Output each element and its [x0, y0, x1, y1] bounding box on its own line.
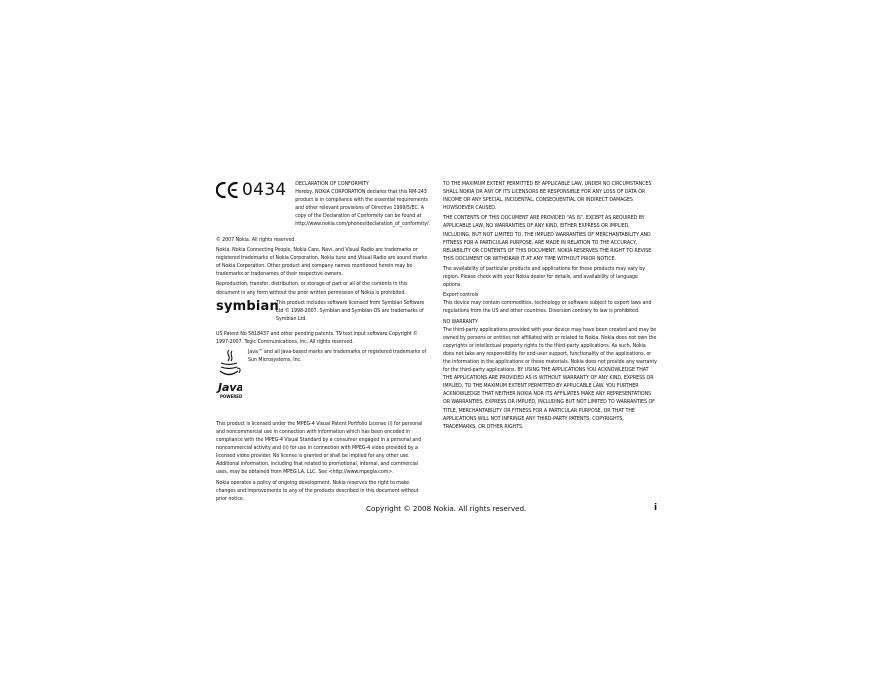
policy-paragraph: Nokia operates a policy of ongoing development. Nokia reserves the right to make changes and improvements to any of the products described in this document without prior notice. — [216, 479, 419, 502]
as-is-paragraph: THE CONTENTS OF THIS DOCUMENT ARE PROVIDED "AS IS". EXCEPT AS REQUIRED BY APPLICABLE LAW, NO WARRANTIES OF ANY KIND, EITHER EXPRESS OR IMPLIED, INCLUDING, BUT NOT LIMITED TO, THE IMPLIED WARRANTIES OF MERCHANTABILITY AND FITNESS FOR A PARTICULAR PURPOSE, ARE MADE IN RELATION TO THE ACCURACY, RELIABILITY OR CONTENTS OF THIS DOCUMENT. NOKIA RESERVES THE RIGHT TO REVISE THIS DOCUMENT OR WITHDRAW IT AT ANY TIME WITHOUT PRIOR NOTICE. — [443, 215, 652, 262]
third-party-paragraph: The third-party applications provided with your device may have been created and may be owned by persons or entities not affiliated with or related to Nokia. Nokia does not own the copyrights or intellectual property rights to the third-party applications. As such, Nokia does not take any responsibility for end-user support, functionality of the applications, or the information in the applications or these materials. Nokia does not provide any warranty for the third-party applications. BY USING THE APPLICATIONS YOU ACKNOWLEDGE THAT THE APPLICATIONS ARE PROVIDED AS IS WITHOUT WARRANTY OF ANY KIND, EXPRESS OR IMPLIED, TO THE MAXIMUM EXTENT PERMITTED BY APPLICABLE LAW. YOU FURTHER ACKNOWLEDGE THAT NEITHER NOKIA NOR ITS AFFILIATES MAKE ANY REPRESENTATIONS OR WARRANTIES, EXPRESS OR IMPLIED, INCLUDING BUT NOT LIMITED TO WARRANTIES OF TITLE, MERCHANTABILITY OR FITNESS FOR A PARTICULAR PURPOSE, OR THAT THE APPLICATIONS WILL NOT INFRINGE ANY THIRD-PARTY PATENTS, COPYRIGHTS, TRADEMARKS, OR OTHER RIGHTS. — [443, 326, 657, 430]
export-controls-heading: Export controls — [443, 292, 479, 299]
java-logo — [216, 348, 248, 403]
mpeg4-paragraph: This product is licensed under the MPEG-4 Visual Patent Portfolio License (i) for personal and noncommercial use in connection with information which has been encoded in compliance with the MPEG-4 Visual Standard by a consumer engaged in a personal and noncommercial activity and (ii) for use in connection with MPEG-4 video provided by a licensed video provider. No license is granted or shall be implied for any other use. Additional information, including that related to promotional, internal, and commercial uses, may be obtained from MPEG LA, LLC. See <http://www.mpegla.com>. — [216, 420, 423, 476]
footer-copyright: Copyright © 2008 Nokia. All rights reserved. — [366, 504, 527, 513]
declaration-body: Hereby, NOKIA CORPORATION declares that this RM-243 product is in compliance with the essential requirements and other relevant provisions of Directive 1999/5/EC. A copy of the Declaration of Conformity can be found at http://www.nokia.com/phones/declaration_of_conformity/. — [295, 189, 430, 228]
ce-logo-icon — [216, 181, 240, 199]
trademarks-paragraph: Nokia, Nokia Connecting People, Nokia Care, Navi, and Visual Radio are trademarks or registered trademarks of Nokia Corporation. Nokia tune and Visual Radio are sound marks of Nokia Corporation. Other product and company names mentioned herein may be trademarks or tradenames of their respective owners. — [216, 247, 428, 278]
java-text: Java™ and all Java-based marks are trademarks or registered trademarks of Sun Microsystems, Inc. — [248, 348, 427, 363]
left-column — [216, 180, 430, 503]
declaration-title: DECLARATION OF CONFORMITY — [295, 181, 369, 187]
no-warranty-heading: NO WARRANTY — [443, 318, 479, 325]
java-logo-text: Java — [218, 380, 242, 394]
declaration-text — [295, 180, 430, 229]
right-column — [443, 180, 658, 431]
java-coffee-cup-icon — [216, 348, 242, 400]
liability-paragraph: TO THE MAXIMUM EXTENT PERMITTED BY APPLICABLE LAW, UNDER NO CIRCUMSTANCES SHALL NOKIA OR ANY OF ITS LICENSORS BE RESPONSIBLE FOR ANY LOSS OF DATA OR INCOME OR ANY SPECIAL, INCIDENTAL, CONSEQUENTIAL OR INDIRECT DAMAGES HOWSOEVER CAUSED. — [443, 181, 652, 212]
ce-number: 0434 — [242, 179, 287, 200]
page-number: i — [654, 503, 658, 513]
symbian-block — [216, 299, 430, 327]
copyright-2007: © 2007 Nokia. All rights reserved. — [216, 237, 296, 243]
patent-paragraph: US Patent No 5818437 and other pending patents. T9 text input software Copyright © 1997-2007. Tegic Communications, Inc. All rights reserved. — [216, 330, 418, 345]
java-block — [216, 348, 430, 410]
declaration-block — [216, 180, 430, 236]
export-controls-body: This device may contain commodities, technology or software subject to export laws and regulations from the US and other countries. Diversion contrary to law is prohibited. — [443, 300, 652, 315]
ce-mark — [216, 180, 295, 199]
java-powered-text: POWERED — [220, 393, 242, 399]
symbian-logo: symbian — [216, 298, 279, 314]
reproduction-paragraph: Reproduction, transfer, distribution, or storage of part or all of the contents in this document in any form without the prior written permission of Nokia is prohibited. — [216, 281, 408, 296]
symbian-text: This product includes software licensed from Symbian Software Ltd © 1998-2007. Symbian and Symbian OS are trademarks of Symbian Ltd. — [276, 299, 425, 322]
availability-paragraph: The availability of particular products and applications for these products may vary by region. Please check with your Nokia dealer for details, and availability of language options. — [443, 265, 645, 289]
